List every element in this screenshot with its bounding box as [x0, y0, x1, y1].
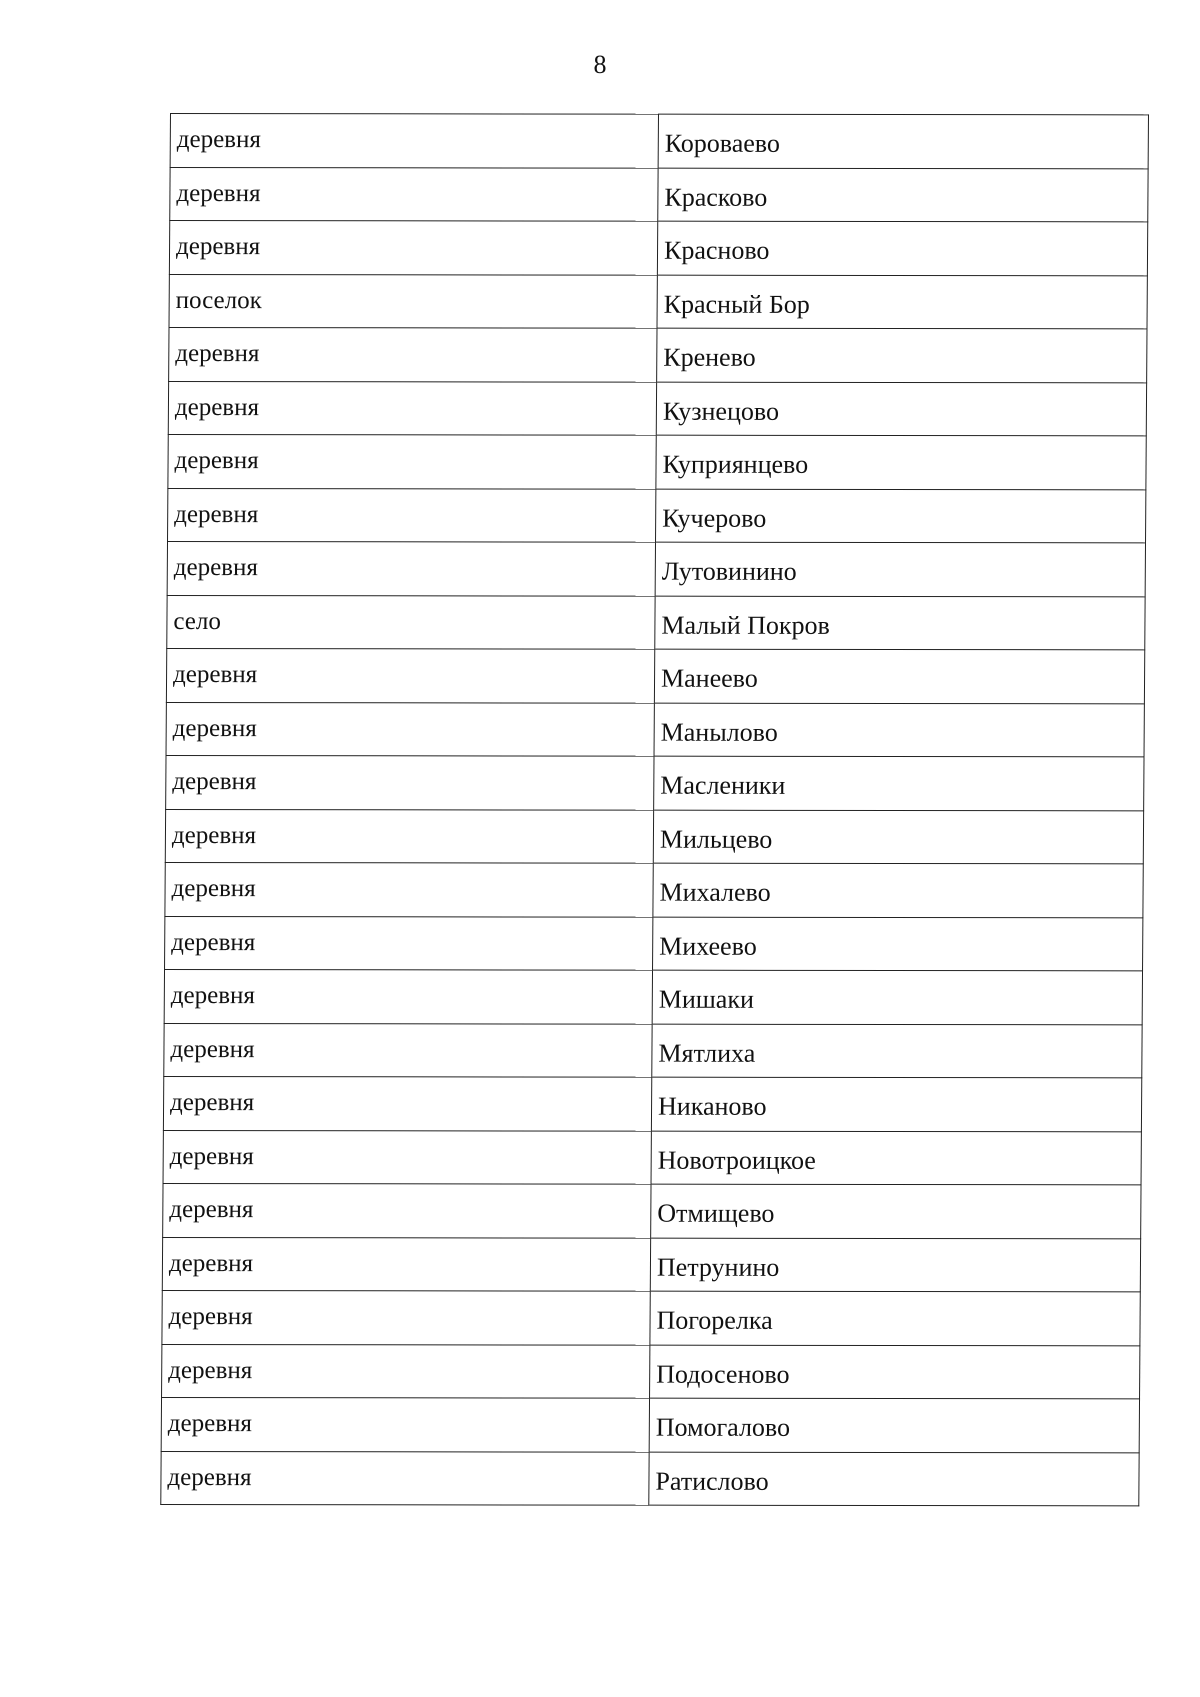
settlement-type-cell: деревня — [170, 167, 658, 221]
settlement-type-cell: деревня — [163, 1130, 651, 1184]
settlements-table-body — [161, 114, 1149, 1506]
table-row — [169, 220, 1147, 275]
settlement-name-cell: Манылово — [654, 703, 1144, 757]
settlement-name-cell: Мильцево — [653, 810, 1143, 864]
settlement-name-cell: Петрунино — [650, 1238, 1140, 1292]
settlement-type-cell: деревня — [161, 1451, 649, 1505]
settlement-type-cell: деревня — [166, 648, 654, 702]
settlement-name-cell: Мишаки — [652, 970, 1142, 1024]
table-row — [168, 381, 1146, 436]
table-row — [166, 648, 1144, 703]
settlement-type-cell: деревня — [166, 702, 654, 756]
settlement-name-cell: Михеево — [653, 917, 1143, 971]
settlement-type-cell: деревня — [167, 541, 655, 595]
table-row — [162, 1290, 1140, 1345]
settlement-name-cell: Кренево — [657, 328, 1147, 382]
settlement-type-cell: деревня — [168, 381, 656, 435]
table-row — [168, 488, 1146, 543]
settlement-type-cell: деревня — [169, 220, 657, 274]
table-row — [163, 1130, 1141, 1185]
settlement-name-cell: Малый Покров — [655, 596, 1145, 650]
settlement-type-cell: деревня — [162, 1344, 650, 1398]
table-row — [170, 114, 1148, 169]
settlements-table — [160, 113, 1149, 1506]
settlement-type-cell: деревня — [165, 916, 653, 970]
table-row — [164, 1023, 1142, 1078]
table-row — [167, 595, 1145, 650]
settlement-type-cell: деревня — [169, 327, 657, 381]
settlement-name-cell: Помогалово — [649, 1398, 1139, 1452]
table-row — [161, 1397, 1139, 1452]
table-row — [163, 1076, 1141, 1131]
table-row — [164, 969, 1142, 1024]
settlement-type-cell: деревня — [163, 1183, 651, 1237]
settlement-name-cell: Манеево — [654, 649, 1144, 703]
table-row — [163, 1183, 1141, 1238]
page-number: 8 — [593, 50, 607, 79]
settlement-name-cell: Мятлиха — [652, 1024, 1142, 1078]
table-row — [161, 1451, 1139, 1506]
settlement-name-cell: Лутовинино — [655, 542, 1145, 596]
settlement-type-cell: деревня — [168, 488, 656, 542]
settlement-name-cell: Красново — [657, 221, 1147, 275]
settlement-type-cell: село — [167, 595, 655, 649]
settlement-name-cell: Куприянцево — [656, 435, 1146, 489]
settlement-type-cell: деревня — [164, 1023, 652, 1077]
settlements-table-wrapper — [160, 113, 1148, 1506]
settlement-type-cell: деревня — [166, 755, 654, 809]
settlement-name-cell: Красково — [658, 168, 1148, 222]
settlement-name-cell: Короваево — [658, 114, 1148, 168]
table-row — [165, 862, 1143, 917]
table-row — [165, 809, 1143, 864]
table-row — [166, 702, 1144, 757]
settlement-name-cell: Никаново — [651, 1077, 1141, 1131]
settlement-type-cell: деревня — [163, 1076, 651, 1130]
settlement-type-cell: деревня — [162, 1237, 650, 1291]
table-row — [165, 916, 1143, 971]
settlement-name-cell: Отмищево — [651, 1184, 1141, 1238]
settlement-name-cell: Масленики — [654, 756, 1144, 810]
table-row — [169, 327, 1147, 382]
settlement-type-cell: деревня — [162, 1290, 650, 1344]
settlement-type-cell: деревня — [165, 809, 653, 863]
settlement-type-cell: поселок — [169, 274, 657, 328]
settlement-name-cell: Кучерово — [656, 489, 1146, 543]
settlement-name-cell: Новотроицкое — [651, 1131, 1141, 1185]
table-row — [168, 434, 1146, 489]
table-row — [170, 167, 1148, 222]
settlement-type-cell: деревня — [164, 969, 652, 1023]
settlement-name-cell: Погорелка — [650, 1291, 1140, 1345]
table-row — [167, 541, 1145, 596]
settlement-type-cell: деревня — [165, 862, 653, 916]
settlement-name-cell: Подосеново — [650, 1345, 1140, 1399]
table-row — [169, 274, 1147, 329]
settlement-name-cell: Кузнецово — [656, 382, 1146, 436]
settlement-type-cell: деревня — [168, 434, 656, 488]
settlement-name-cell: Красный Бор — [657, 275, 1147, 329]
table-row — [162, 1344, 1140, 1399]
settlement-name-cell: Михалево — [653, 863, 1143, 917]
settlement-type-cell: деревня — [161, 1397, 649, 1451]
table-row — [162, 1237, 1140, 1292]
table-row — [166, 755, 1144, 810]
settlement-name-cell: Ратислово — [649, 1452, 1139, 1506]
settlement-type-cell: деревня — [170, 114, 658, 168]
